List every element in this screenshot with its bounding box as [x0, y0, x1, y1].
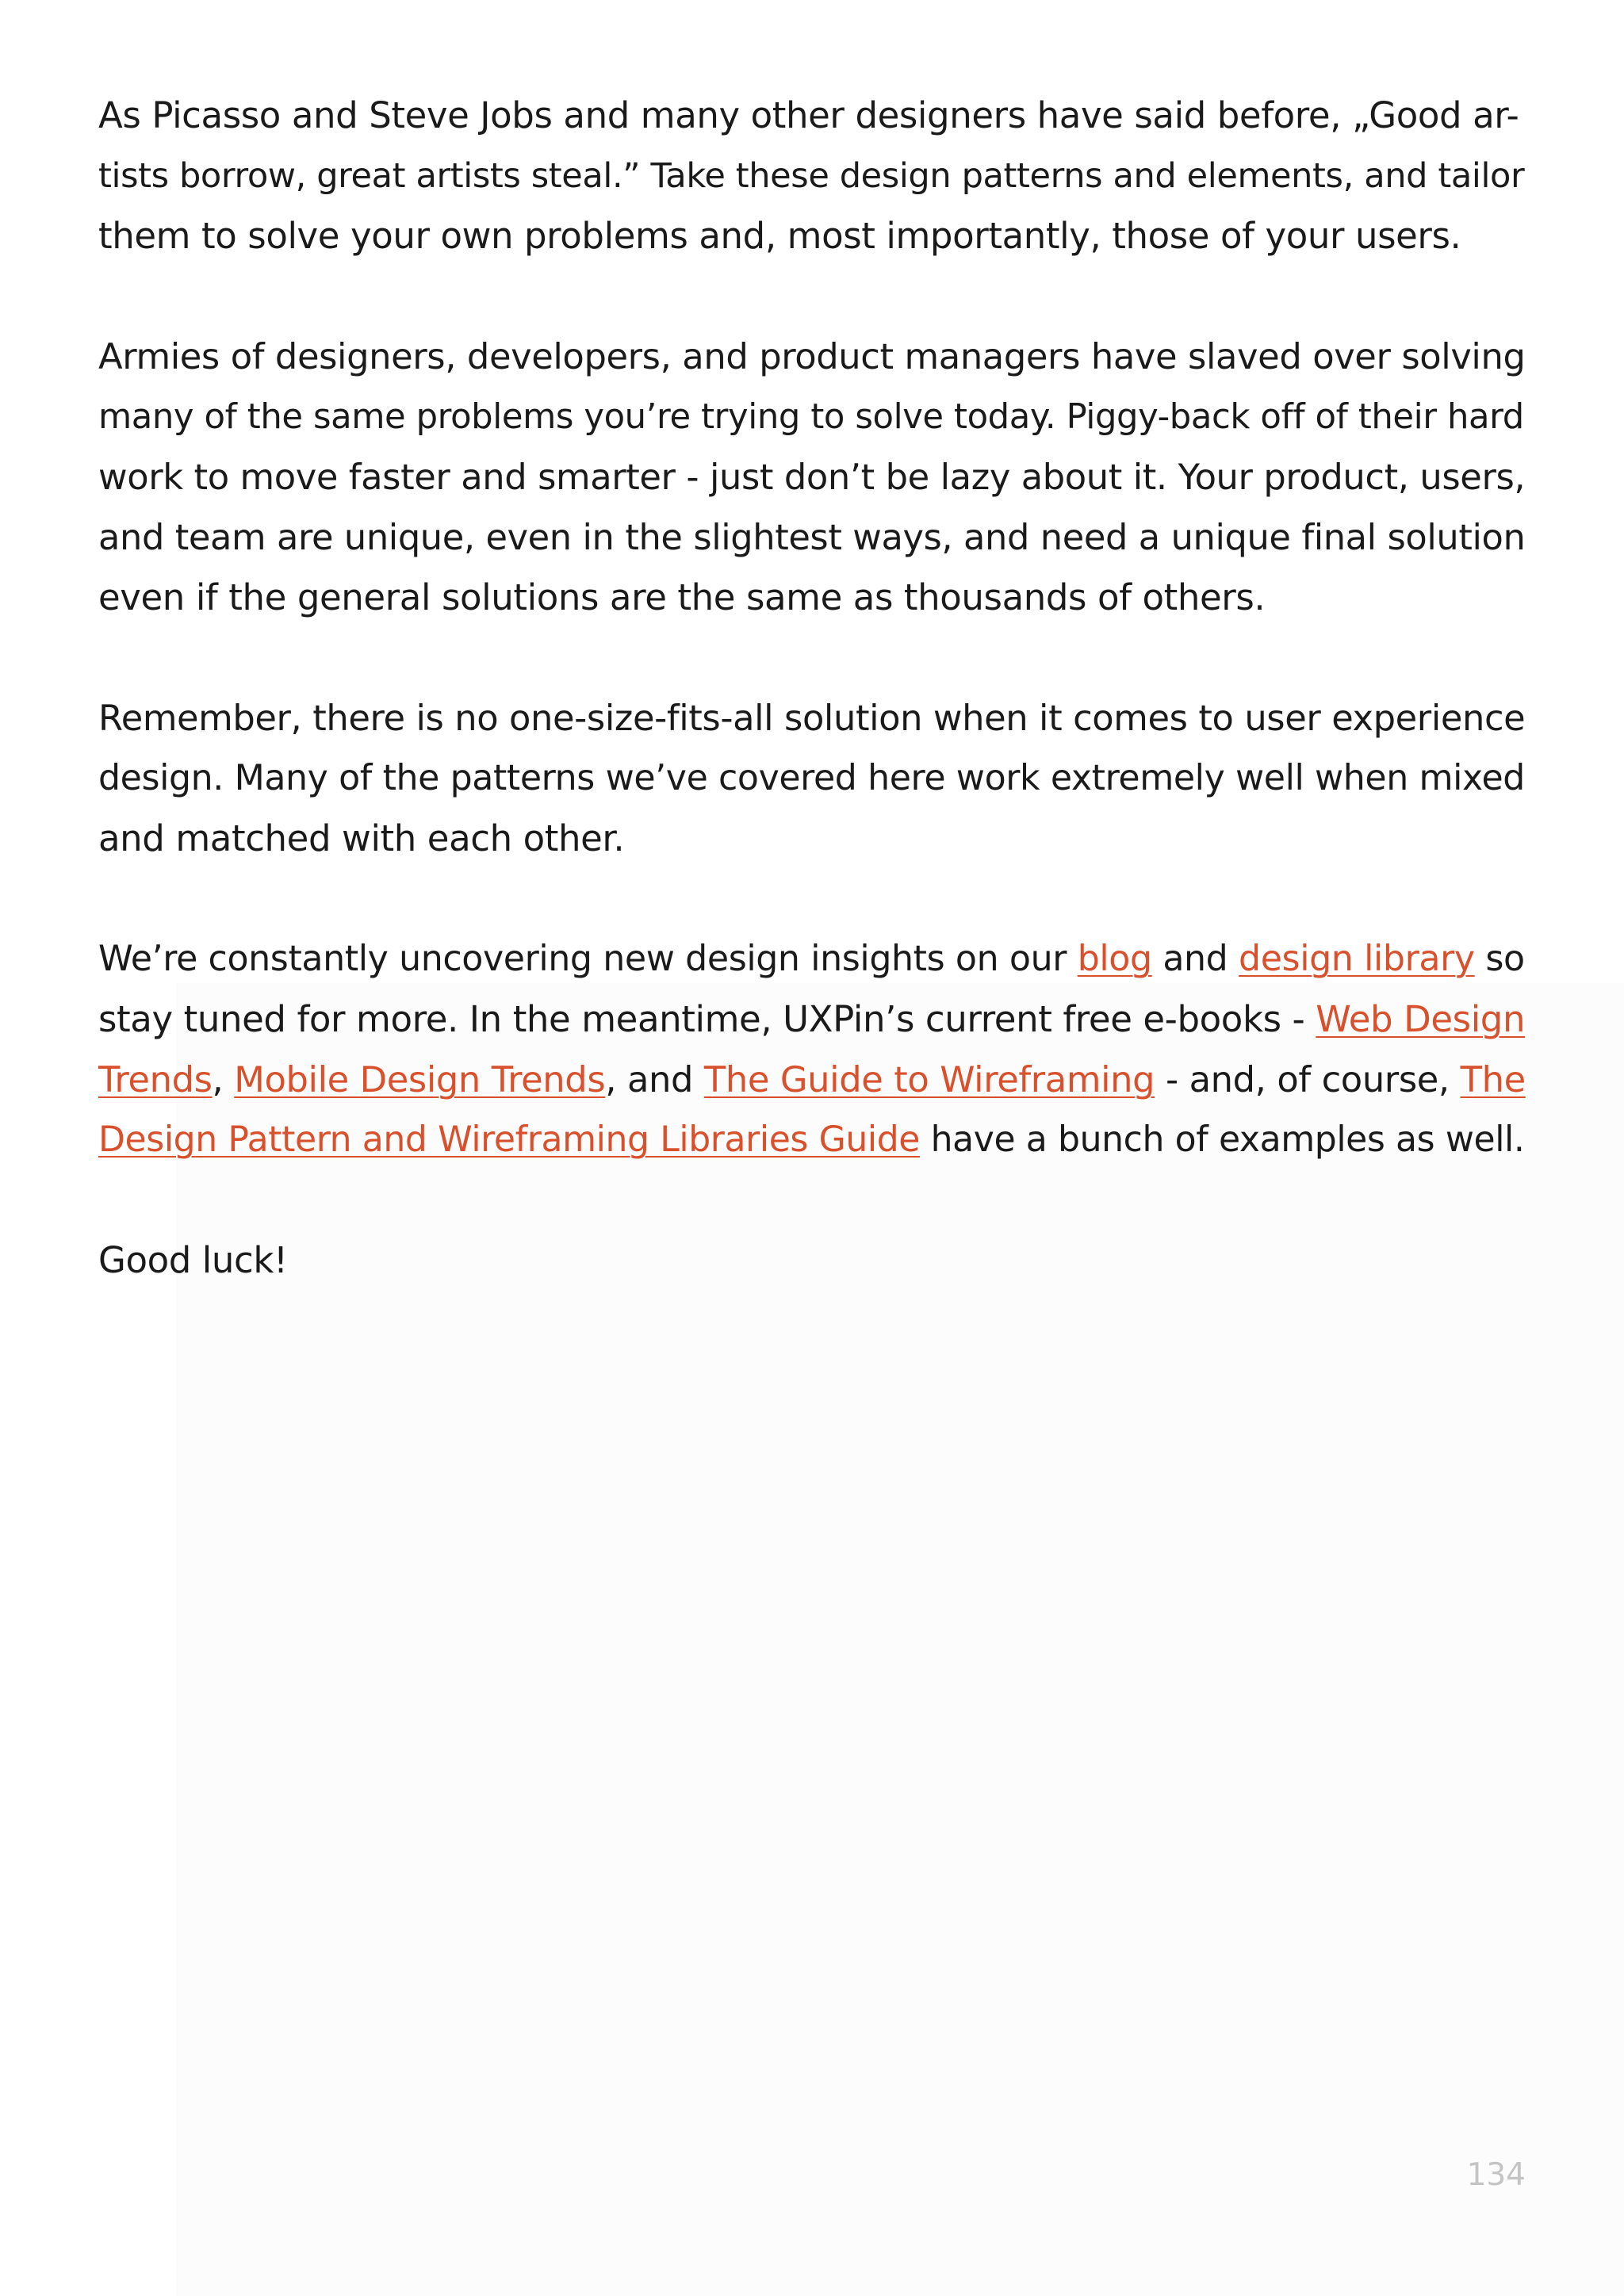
design-library-link[interactable]: design library	[1239, 939, 1475, 979]
text-line: Good luck!	[98, 1239, 288, 1281]
text-line: even if the general solutions are the same as thousands of others.	[98, 576, 1266, 618]
paragraph-remember	[98, 688, 1526, 869]
text-line: many of the same problems you’re trying to solve today. Piggy-back off of their hard	[98, 397, 1524, 437]
text-segment: and	[1151, 939, 1239, 979]
paragraph-resources	[98, 929, 1526, 1170]
web-design-trends-link[interactable]: Web Design	[1316, 998, 1526, 1040]
text-line: tists borrow, great artists steal.” Take these design patterns and elements, and tailor	[98, 156, 1525, 196]
page-number: 134	[1466, 2157, 1526, 2193]
text-line: Armies of designers, developers, and product managers have slaved over solving	[98, 335, 1526, 377]
text-segment: - and, of course,	[1155, 1058, 1461, 1100]
web-design-trends-link-continued[interactable]: Trends	[98, 1058, 213, 1100]
page-content	[98, 86, 1526, 1351]
mobile-design-trends-link[interactable]: Mobile Design Trends	[234, 1058, 606, 1100]
text-line: Remember, there is no one-size-fits-all solution when it comes to user experience	[98, 697, 1526, 739]
text-segment: , and	[605, 1058, 704, 1100]
text-line: design. Many of the patterns we’ve covered here work extremely well when mixed	[98, 758, 1525, 798]
text-line	[98, 989, 1526, 1050]
text-line	[98, 929, 1526, 989]
text-line: them to solve your own problems and, most importantly, those of your users.	[98, 215, 1461, 257]
paragraph-closing	[98, 1230, 1526, 1291]
text-line	[98, 1110, 1526, 1170]
blog-link[interactable]: blog	[1077, 939, 1152, 979]
libraries-guide-link-continued[interactable]: Design Pattern and Wireframing Libraries Guide	[98, 1119, 921, 1160]
paragraph-armies	[98, 327, 1526, 628]
text-segment: ,	[212, 1058, 235, 1100]
text-segment: so	[1474, 939, 1525, 979]
guide-to-wireframing-link[interactable]: The Guide to Wireframing	[703, 1058, 1155, 1100]
text-line	[98, 1050, 1526, 1110]
text-line: and team are unique, even in the slightest ways, and need a unique final solution	[98, 516, 1526, 558]
paragraph-picasso	[98, 86, 1526, 266]
text-segment: have a bunch of examples as well.	[920, 1119, 1525, 1160]
text-segment: stay tuned for more. In the meantime, UXPin’s current free e-books -	[98, 998, 1316, 1040]
libraries-guide-link[interactable]: The	[1460, 1058, 1526, 1100]
text-line: work to move faster and smarter - just don’t be lazy about it. Your product, users,	[98, 456, 1526, 498]
text-line: As Picasso and Steve Jobs and many other designers have said before, „Good ar-	[98, 94, 1519, 136]
text-line: and matched with each other.	[98, 817, 625, 859]
text-segment: We’re constantly uncovering new design insights on our	[98, 939, 1078, 979]
